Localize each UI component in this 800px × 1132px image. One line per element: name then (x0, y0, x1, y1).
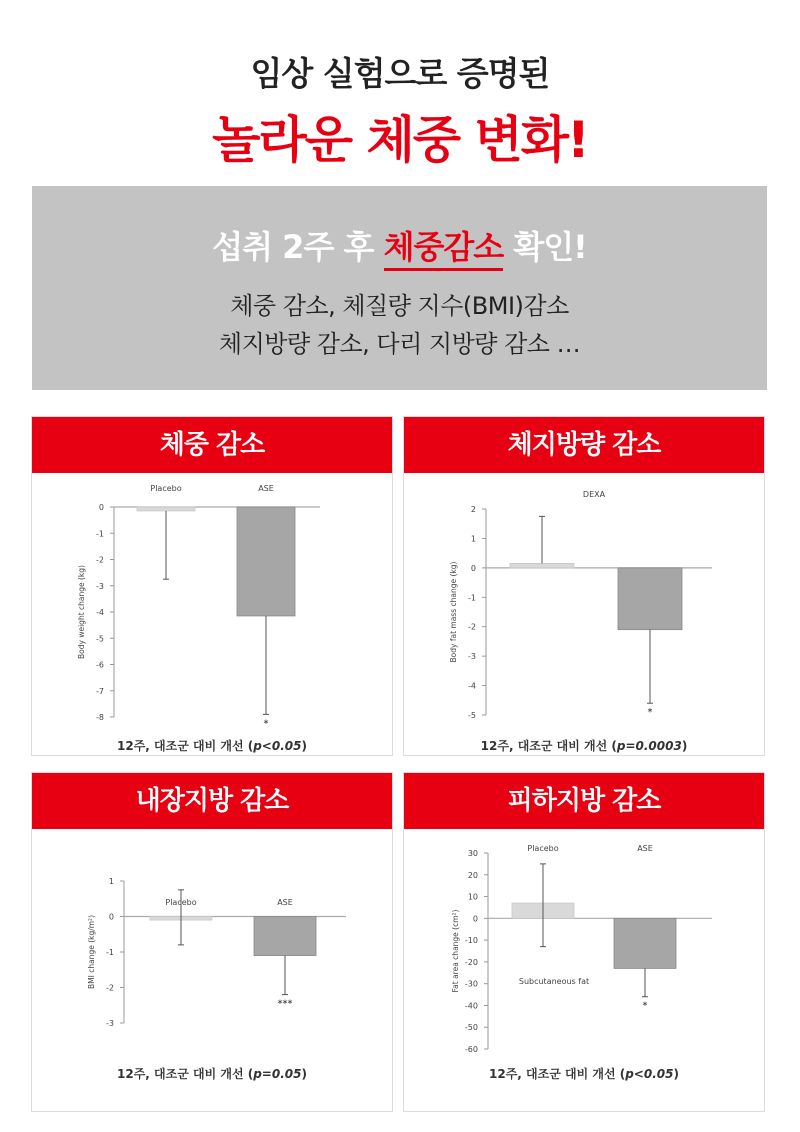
y-tick-label: 30 (467, 849, 478, 858)
significance-marker: * (647, 707, 653, 719)
panel-title: 내장지방 감소 (32, 773, 392, 829)
caption-p-value: p<0.05 (253, 739, 302, 753)
caption-p-value: p=0.05 (253, 1067, 302, 1081)
y-tick-label: 0 (98, 503, 104, 512)
y-tick-label: -3 (468, 652, 476, 662)
header-subtitle: 임상 실험으로 증명된 (250, 54, 550, 93)
bar-ase (237, 507, 295, 616)
chart-body-weight (32, 473, 392, 733)
summary-title-post: 확인! (503, 228, 587, 266)
panel-body-fat-mass (403, 416, 765, 756)
y-tick-label: 20 (467, 870, 478, 880)
chart-bmi (32, 829, 392, 1089)
panel-caption (32, 737, 392, 754)
y-tick-label: -4 (468, 681, 476, 691)
summary-title-highlight: 체중감소 (384, 228, 504, 271)
bar-placebo (137, 507, 195, 511)
y-tick-label: 1 (108, 877, 114, 886)
significance-marker: *** (277, 998, 293, 1010)
y-tick-label: -30 (464, 979, 478, 989)
y-tick-label: -4 (96, 608, 104, 617)
y-tick-label: -3 (106, 1019, 114, 1028)
panel-caption (404, 737, 764, 754)
y-tick-label: -2 (96, 555, 104, 565)
y-tick-label: 0 (472, 914, 478, 924)
caption-p-value: p<0.05 (625, 1067, 674, 1081)
caption-prefix: 12주, 대조군 대비 개선 ( (117, 1067, 254, 1081)
bar-ase (614, 918, 676, 968)
panel-title: 체중 감소 (32, 417, 392, 473)
y-tick-label: 2 (470, 505, 476, 514)
y-tick-label: -5 (96, 634, 104, 644)
panel-visceral-fat (31, 772, 393, 1112)
bar-ase (254, 917, 316, 956)
panel-subcutaneous-fat (403, 772, 765, 1112)
y-tick-label: -20 (464, 957, 478, 967)
y-tick-label: -5 (468, 711, 476, 720)
category-label: Placebo (150, 484, 182, 493)
y-tick-label: 0 (470, 563, 476, 573)
significance-marker: * (642, 1000, 648, 1012)
y-tick-label: -8 (96, 713, 104, 722)
y-tick-label: 10 (467, 892, 478, 902)
y-tick-label: -1 (468, 593, 476, 603)
caption-prefix: 12주, 대조군 대비 개선 ( (117, 739, 254, 753)
summary-line-2: 체지방량 감소, 다리 지방량 감소 … (218, 330, 581, 358)
caption-prefix: 12주, 대조군 대비 개선 ( (489, 1067, 626, 1081)
y-tick-label: -2 (468, 622, 476, 632)
panel-caption (32, 1065, 392, 1082)
panel-title: 피하지방 감소 (404, 773, 764, 829)
y-tick-label: 1 (470, 534, 476, 544)
y-tick-label: 0 (108, 912, 114, 922)
category-label: Placebo (165, 898, 197, 907)
y-tick-label: -1 (96, 529, 104, 539)
category-label: Placebo (527, 844, 559, 853)
y-tick-label: -2 (106, 983, 114, 993)
caption-suffix: ) (301, 739, 307, 753)
summary-title (32, 222, 767, 268)
summary-line-1: 체중 감소, 체질량 지수(BMI)감소 (230, 292, 569, 320)
caption-p-value: p=0.0003 (616, 739, 682, 753)
y-tick-label: -6 (96, 660, 104, 670)
panel-title: 체지방량 감소 (404, 417, 764, 473)
y-axis-label: BMI change (kg/m²) (87, 915, 96, 989)
y-axis-label: Body weight change (kg) (77, 565, 86, 659)
significance-marker: * (263, 718, 269, 730)
summary-box (32, 186, 767, 390)
chart-label: DEXA (582, 490, 606, 499)
y-axis-label: Fat area change (cm²) (451, 909, 460, 993)
chart-label: Subcutaneous fat (518, 977, 590, 986)
category-label: ASE (637, 844, 653, 853)
y-tick-label: -50 (464, 1023, 478, 1033)
chart-body-fat-mass (404, 473, 764, 733)
panel-caption (404, 1065, 764, 1082)
caption-suffix: ) (301, 1067, 307, 1081)
caption-prefix: 12주, 대조군 대비 개선 ( (480, 739, 617, 753)
header-title: 놀라운 체중 변화! (212, 111, 588, 169)
y-tick-label: -3 (96, 581, 104, 591)
y-tick-label: -60 (464, 1045, 478, 1054)
bar-placebo (510, 563, 574, 567)
y-tick-label: -40 (464, 1001, 478, 1011)
y-tick-label: -10 (464, 936, 478, 946)
y-tick-label: -7 (96, 686, 104, 696)
category-label: ASE (277, 898, 293, 907)
chart-fat-area (404, 829, 764, 1089)
panel-body-weight (31, 416, 393, 756)
category-label: ASE (258, 484, 274, 493)
caption-suffix: ) (681, 739, 688, 753)
summary-title-pre: 섭취 2주 후 (212, 228, 384, 266)
bar-ase (618, 568, 682, 630)
y-axis-label: Body fat mass change (kg) (449, 561, 458, 663)
caption-suffix: ) (673, 1067, 679, 1081)
y-tick-label: -1 (106, 948, 114, 957)
